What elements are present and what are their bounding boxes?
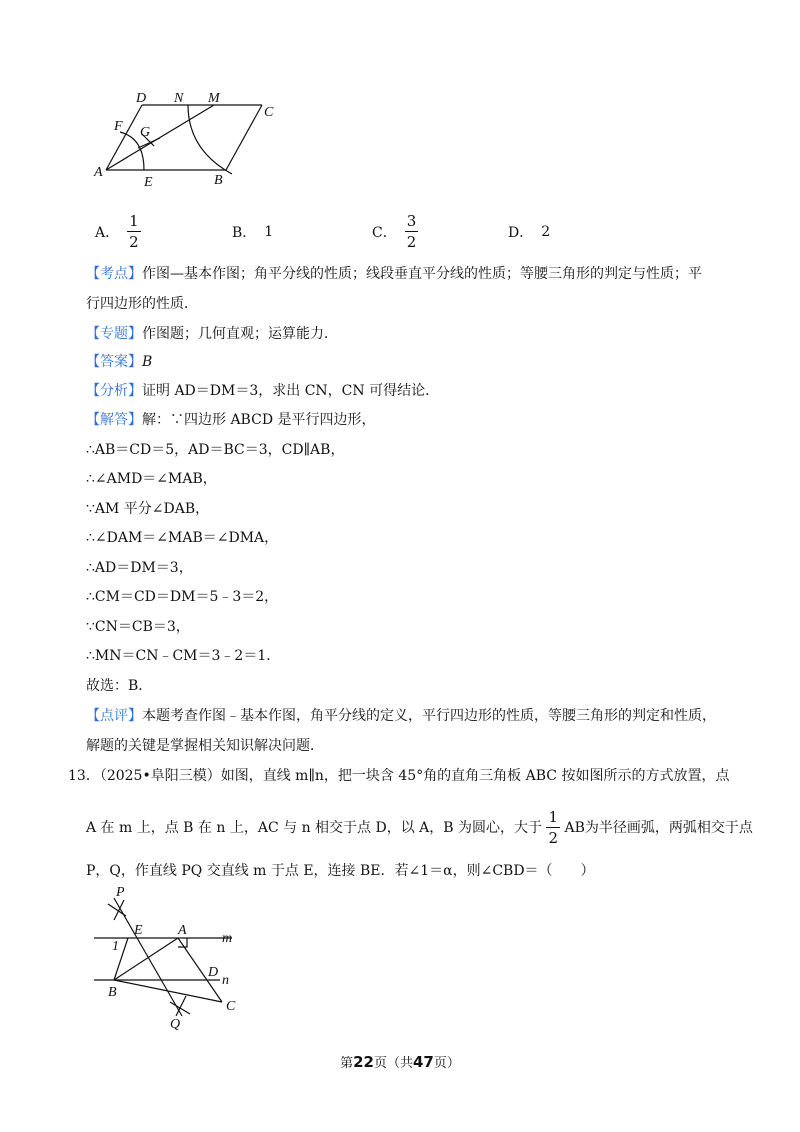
question13-line-1 <box>68 766 729 786</box>
option-d-label: D． <box>508 225 534 241</box>
fenxi-tag: 【分析】 <box>86 383 142 399</box>
solution-step-5: ∴AD＝DM＝3， <box>86 560 193 576</box>
option-b[interactable] <box>232 212 273 252</box>
zhuanti-tag: 【专题】 <box>86 326 142 342</box>
question13-text-2a: A 在 m 上，点 B 在 n 上，AC 与 n 相交于点 D，以 A，B 为圆心，大于 <box>86 820 543 836</box>
label-e: E <box>144 175 153 190</box>
jieda-tag: 【解答】 <box>86 412 142 428</box>
option-d-text: 2 <box>541 224 551 240</box>
arc-nb <box>188 105 232 174</box>
fenxi-text: 证明 AD＝DM＝3，求出 CN，CN 可得结论． <box>142 383 440 399</box>
label-e: E <box>134 923 143 938</box>
daan-tag: 【答案】 <box>86 354 142 370</box>
jieda-text: 解：∵四边形 ABCD 是平行四边形， <box>142 412 376 428</box>
label-b: B <box>214 173 223 188</box>
label-m: m <box>222 931 233 946</box>
dianping-line-1 <box>86 706 716 726</box>
segment-ba <box>114 938 178 980</box>
solution-step-3: ∵AM 平分∠DAB， <box>86 501 210 517</box>
jieda-line <box>86 410 376 430</box>
label-c: C <box>264 105 274 120</box>
edge-cb <box>226 105 262 170</box>
option-a-label: A． <box>95 225 120 241</box>
solution-step-4: ∴∠DAM＝∠MAB＝∠DMA， <box>86 530 279 546</box>
mark-p2 <box>114 900 124 920</box>
option-b-label: B． <box>232 225 257 241</box>
solution-step-1: ∴AB＝CD＝5，AD＝BC＝3，CD∥AB， <box>86 442 345 458</box>
option-c-label: C． <box>372 225 397 241</box>
fraction-denominator: 2 <box>406 233 417 251</box>
label-q: Q <box>170 1017 181 1032</box>
label-m: M <box>208 91 220 106</box>
fraction-denominator: 2 <box>548 829 559 847</box>
label-a: A <box>94 165 103 180</box>
option-c-fraction <box>405 214 419 250</box>
option-c[interactable] <box>372 212 418 252</box>
label-f: F <box>114 119 123 134</box>
fraction-numerator: 1 <box>129 212 139 230</box>
page-total: 47 <box>413 1053 434 1071</box>
question-number: 13． <box>68 768 100 784</box>
label-angle-1: 1 <box>112 939 119 954</box>
option-d[interactable] <box>508 212 550 252</box>
footer-suffix: 页） <box>433 1056 460 1071</box>
kaodian-line-2: 行四边形的性质． <box>86 296 198 312</box>
option-a-fraction <box>127 214 141 250</box>
kaodian-line-1 <box>86 264 702 284</box>
solution-step-8: ∴MN＝CN﹣CM＝3﹣2＝1． <box>86 648 281 664</box>
figure-triangle <box>92 884 252 1034</box>
line-am <box>106 105 214 170</box>
page-number: 22 <box>353 1053 374 1071</box>
question13-line-2 <box>86 808 753 848</box>
label-d: D <box>208 965 219 980</box>
zhuanti-text: 作图题；几何直观；运算能力． <box>142 326 338 342</box>
label-a: A <box>178 923 187 938</box>
label-n: N <box>174 91 184 106</box>
question13-text-2b: AB为半径画弧，两弧相交于点 <box>564 820 753 836</box>
option-a[interactable] <box>95 212 141 252</box>
segment-bc <box>114 980 222 1002</box>
page-footer <box>0 1052 800 1071</box>
label-c: C <box>226 999 236 1014</box>
solution-step-6: ∴CM＝CD＝DM＝5﹣3＝2， <box>86 589 279 605</box>
footer-prefix: 第 <box>340 1056 354 1071</box>
daan-text: B <box>142 354 153 370</box>
label-n: n <box>222 973 229 988</box>
label-d: D <box>136 91 147 106</box>
kaodian-text: 作图—基本作图；角平分线的性质；线段垂直平分线的性质；等腰三角形的判定与性质；平 <box>142 266 702 282</box>
dianping-tag: 【点评】 <box>86 708 142 724</box>
dianping-text: 本题考查作图﹣基本作图，角平分线的定义，平行四边形的性质，等腰三角形的判定和性质， <box>142 708 716 724</box>
kaodian-tag: 【考点】 <box>86 266 142 282</box>
figure-parallelogram <box>92 90 292 195</box>
footer-mid: 页（共 <box>373 1056 413 1071</box>
fraction-denominator: 2 <box>129 233 139 251</box>
fraction-numerator: 3 <box>406 212 417 230</box>
label-b: B <box>108 985 117 1000</box>
dianping-line-2: 解题的关键是掌握相关知识解决问题． <box>86 738 324 754</box>
question13-text-1: （2025•阜阳三模）如图，直线 m∥n，把一块含 45°角的直角三角板 ABC 按如图所示的方式放置，点 <box>99 768 730 784</box>
question13-line-3: P，Q，作直线 PQ 交直线 m 于点 E，连接 BE．若∠1＝α，则∠CBD＝（ ） <box>86 863 595 879</box>
daan-line <box>86 352 152 372</box>
fenxi-line <box>86 381 439 401</box>
half-fraction <box>546 810 560 846</box>
guxuan-line: 故选：B． <box>86 678 153 694</box>
solution-step-2: ∴∠AMD＝∠MAB， <box>86 471 217 487</box>
zhuanti-line <box>86 324 338 344</box>
fraction-numerator: 1 <box>548 808 559 826</box>
solution-step-7: ∵CN＝CB＝3， <box>86 619 190 635</box>
label-g: G <box>140 125 151 140</box>
edge-ad <box>106 105 142 170</box>
label-p: P <box>116 885 125 900</box>
option-b-text: 1 <box>264 224 274 240</box>
